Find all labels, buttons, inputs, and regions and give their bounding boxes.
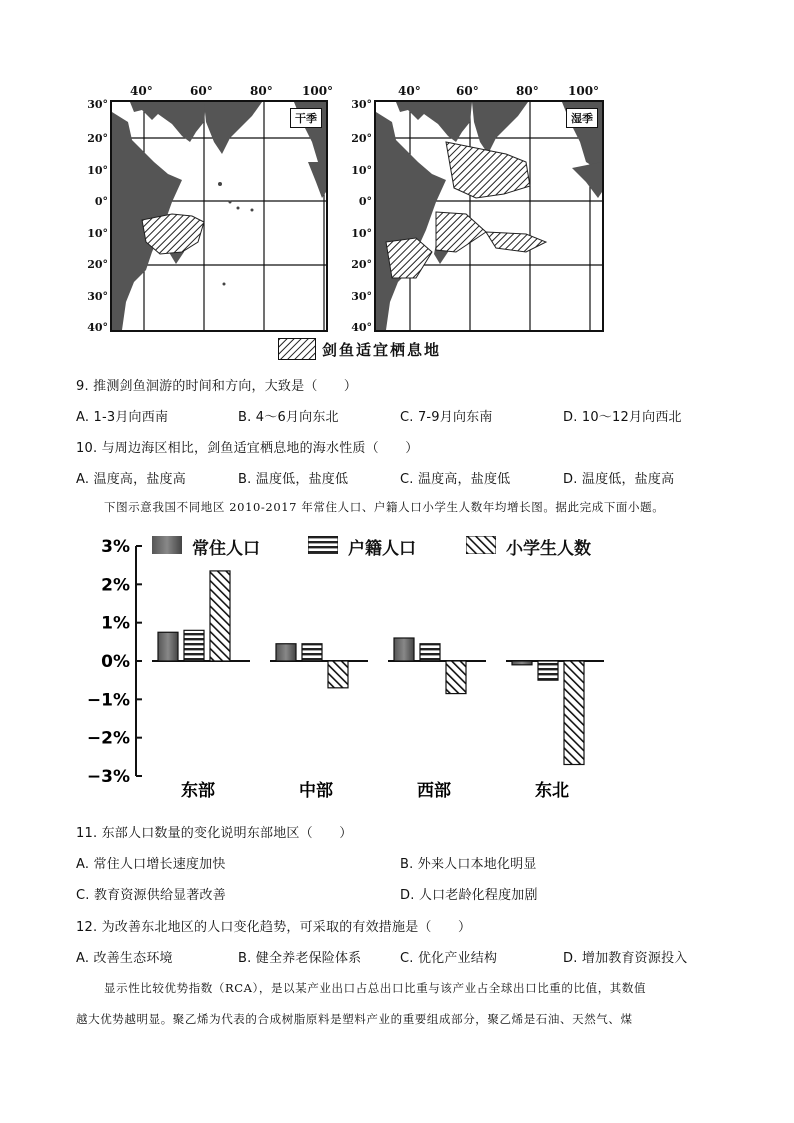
y-tick-label: −3% [86, 767, 130, 787]
lat-label: 20° [351, 132, 372, 145]
bar-students [564, 661, 584, 765]
q12-stem: 12. 为改善东北地区的人口变化趋势，可采取的有效措施是（ ） [76, 920, 472, 935]
chart-intro: 下图示意我国不同地区 2010-2017 年常住人口、户籍人口小学生人数年均增长图。据此完成下面小题。 [104, 500, 665, 514]
dry-season-map-graphic [112, 102, 326, 330]
q12-option-a[interactable]: A. 改善生态环境 [76, 951, 173, 966]
lat-label: 10° [351, 164, 372, 177]
legend-swatch-registered [308, 536, 338, 554]
wet-season-map [374, 100, 604, 332]
bar-students [328, 661, 348, 688]
lat-label: 30° [351, 290, 372, 303]
q10-option-c[interactable]: C. 温度高，盐度低 [400, 472, 511, 487]
season-label: 湿季 [566, 108, 598, 128]
bar-resident [158, 632, 178, 661]
y-tick-label: −1% [86, 690, 130, 711]
chart-bars [158, 571, 584, 765]
bar-registered [302, 644, 322, 661]
lon-label: 100° [302, 84, 334, 98]
wet-season-map-graphic [376, 102, 602, 330]
lon-label: 40° [398, 84, 421, 98]
q11-option-b[interactable]: B. 外来人口本地化明显 [400, 857, 537, 872]
bar-registered [420, 644, 440, 661]
q12-option-d[interactable]: D. 增加教育资源投入 [563, 951, 688, 966]
y-tick-label: 1% [101, 613, 130, 634]
q12-option-b[interactable]: B. 健全养老保险体系 [238, 951, 362, 966]
population-growth-chart [80, 528, 620, 808]
season-label: 干季 [290, 108, 322, 128]
bar-students [210, 571, 230, 661]
lat-label: 40° [351, 321, 372, 334]
q11-option-d[interactable]: D. 人口老龄化程度加剧 [400, 888, 538, 903]
lat-label: 20° [87, 258, 108, 271]
rca-intro-line1: 显示性比较优势指数（RCA），是以某产业出口占总出口比重与该产业占全球出口比重的比值，其数值 [104, 981, 647, 995]
category-label: 西部 [417, 781, 451, 801]
y-tick-label: 0% [101, 652, 130, 672]
rca-intro-line2: 越大优势越明显。聚乙烯为代表的合成树脂原料是塑料产业的重要组成部分，聚乙烯是石油、天然气、煤 [76, 1012, 633, 1026]
legend-swatch-students [466, 536, 496, 554]
lat-label: 10° [351, 227, 372, 240]
q11-option-c[interactable]: C. 教育资源供给显著改善 [76, 888, 226, 903]
q10-stem: 10. 与周边海区相比，剑鱼适宜栖息地的海水性质（ ） [76, 441, 419, 456]
q9-option-d[interactable]: D. 10～12月向西北 [563, 410, 682, 425]
bar-resident [394, 638, 414, 661]
lon-label: 80° [516, 84, 539, 98]
lat-label: 20° [351, 258, 372, 271]
lat-label: 20° [87, 132, 108, 145]
lat-label: 10° [87, 227, 108, 240]
legend-swatch-resident [152, 536, 182, 554]
y-tick-label: 2% [101, 575, 130, 596]
category-label: 中部 [299, 781, 333, 801]
lat-label: 30° [87, 98, 108, 111]
bar-registered [538, 661, 558, 680]
q9-stem: 9. 推测剑鱼洄游的时间和方向，大致是（ ） [76, 379, 358, 394]
lon-label: 60° [456, 84, 479, 98]
q9-option-c[interactable]: C. 7-9月向东南 [400, 410, 493, 425]
q12-option-c[interactable]: C. 优化产业结构 [400, 951, 498, 966]
lat-label: 0° [94, 195, 108, 208]
lat-label: 10° [87, 164, 108, 177]
q10-option-d[interactable]: D. 温度低，盐度高 [563, 472, 675, 487]
lat-label: 40° [87, 321, 108, 334]
bar-resident [276, 644, 296, 661]
y-tick-label: −2% [86, 728, 130, 749]
lon-label: 100° [568, 84, 600, 98]
habitat-legend-swatch [278, 338, 316, 360]
q11-option-a[interactable]: A. 常住人口增长速度加快 [76, 857, 226, 872]
q9-option-b[interactable]: B. 4～6月向东北 [238, 410, 339, 425]
q10-option-b[interactable]: B. 温度低，盐度低 [238, 472, 349, 487]
legend-label-registered: 户籍人口 [348, 539, 416, 559]
lon-label: 60° [190, 84, 213, 98]
lat-label: 0° [358, 195, 372, 208]
q9-option-a[interactable]: A. 1-3月向西南 [76, 410, 169, 425]
lon-label: 40° [130, 84, 153, 98]
bar-students [446, 661, 466, 694]
bar-resident [512, 661, 532, 665]
legend-label-resident: 常住人口 [192, 539, 260, 559]
q10-option-a[interactable]: A. 温度高，盐度高 [76, 472, 186, 487]
lon-label: 80° [250, 84, 273, 98]
category-label: 东部 [181, 781, 215, 801]
y-tick-label: 3% [101, 537, 130, 557]
habitat-legend-label: 剑鱼适宜栖息地 [322, 341, 442, 359]
legend-label-students: 小学生人数 [506, 539, 591, 559]
dry-season-map [110, 100, 328, 332]
q11-stem: 11. 东部人口数量的变化说明东部地区（ ） [76, 826, 353, 841]
bar-registered [184, 630, 204, 661]
lat-label: 30° [87, 290, 108, 303]
lat-label: 30° [351, 98, 372, 111]
category-label: 东北 [535, 781, 569, 801]
